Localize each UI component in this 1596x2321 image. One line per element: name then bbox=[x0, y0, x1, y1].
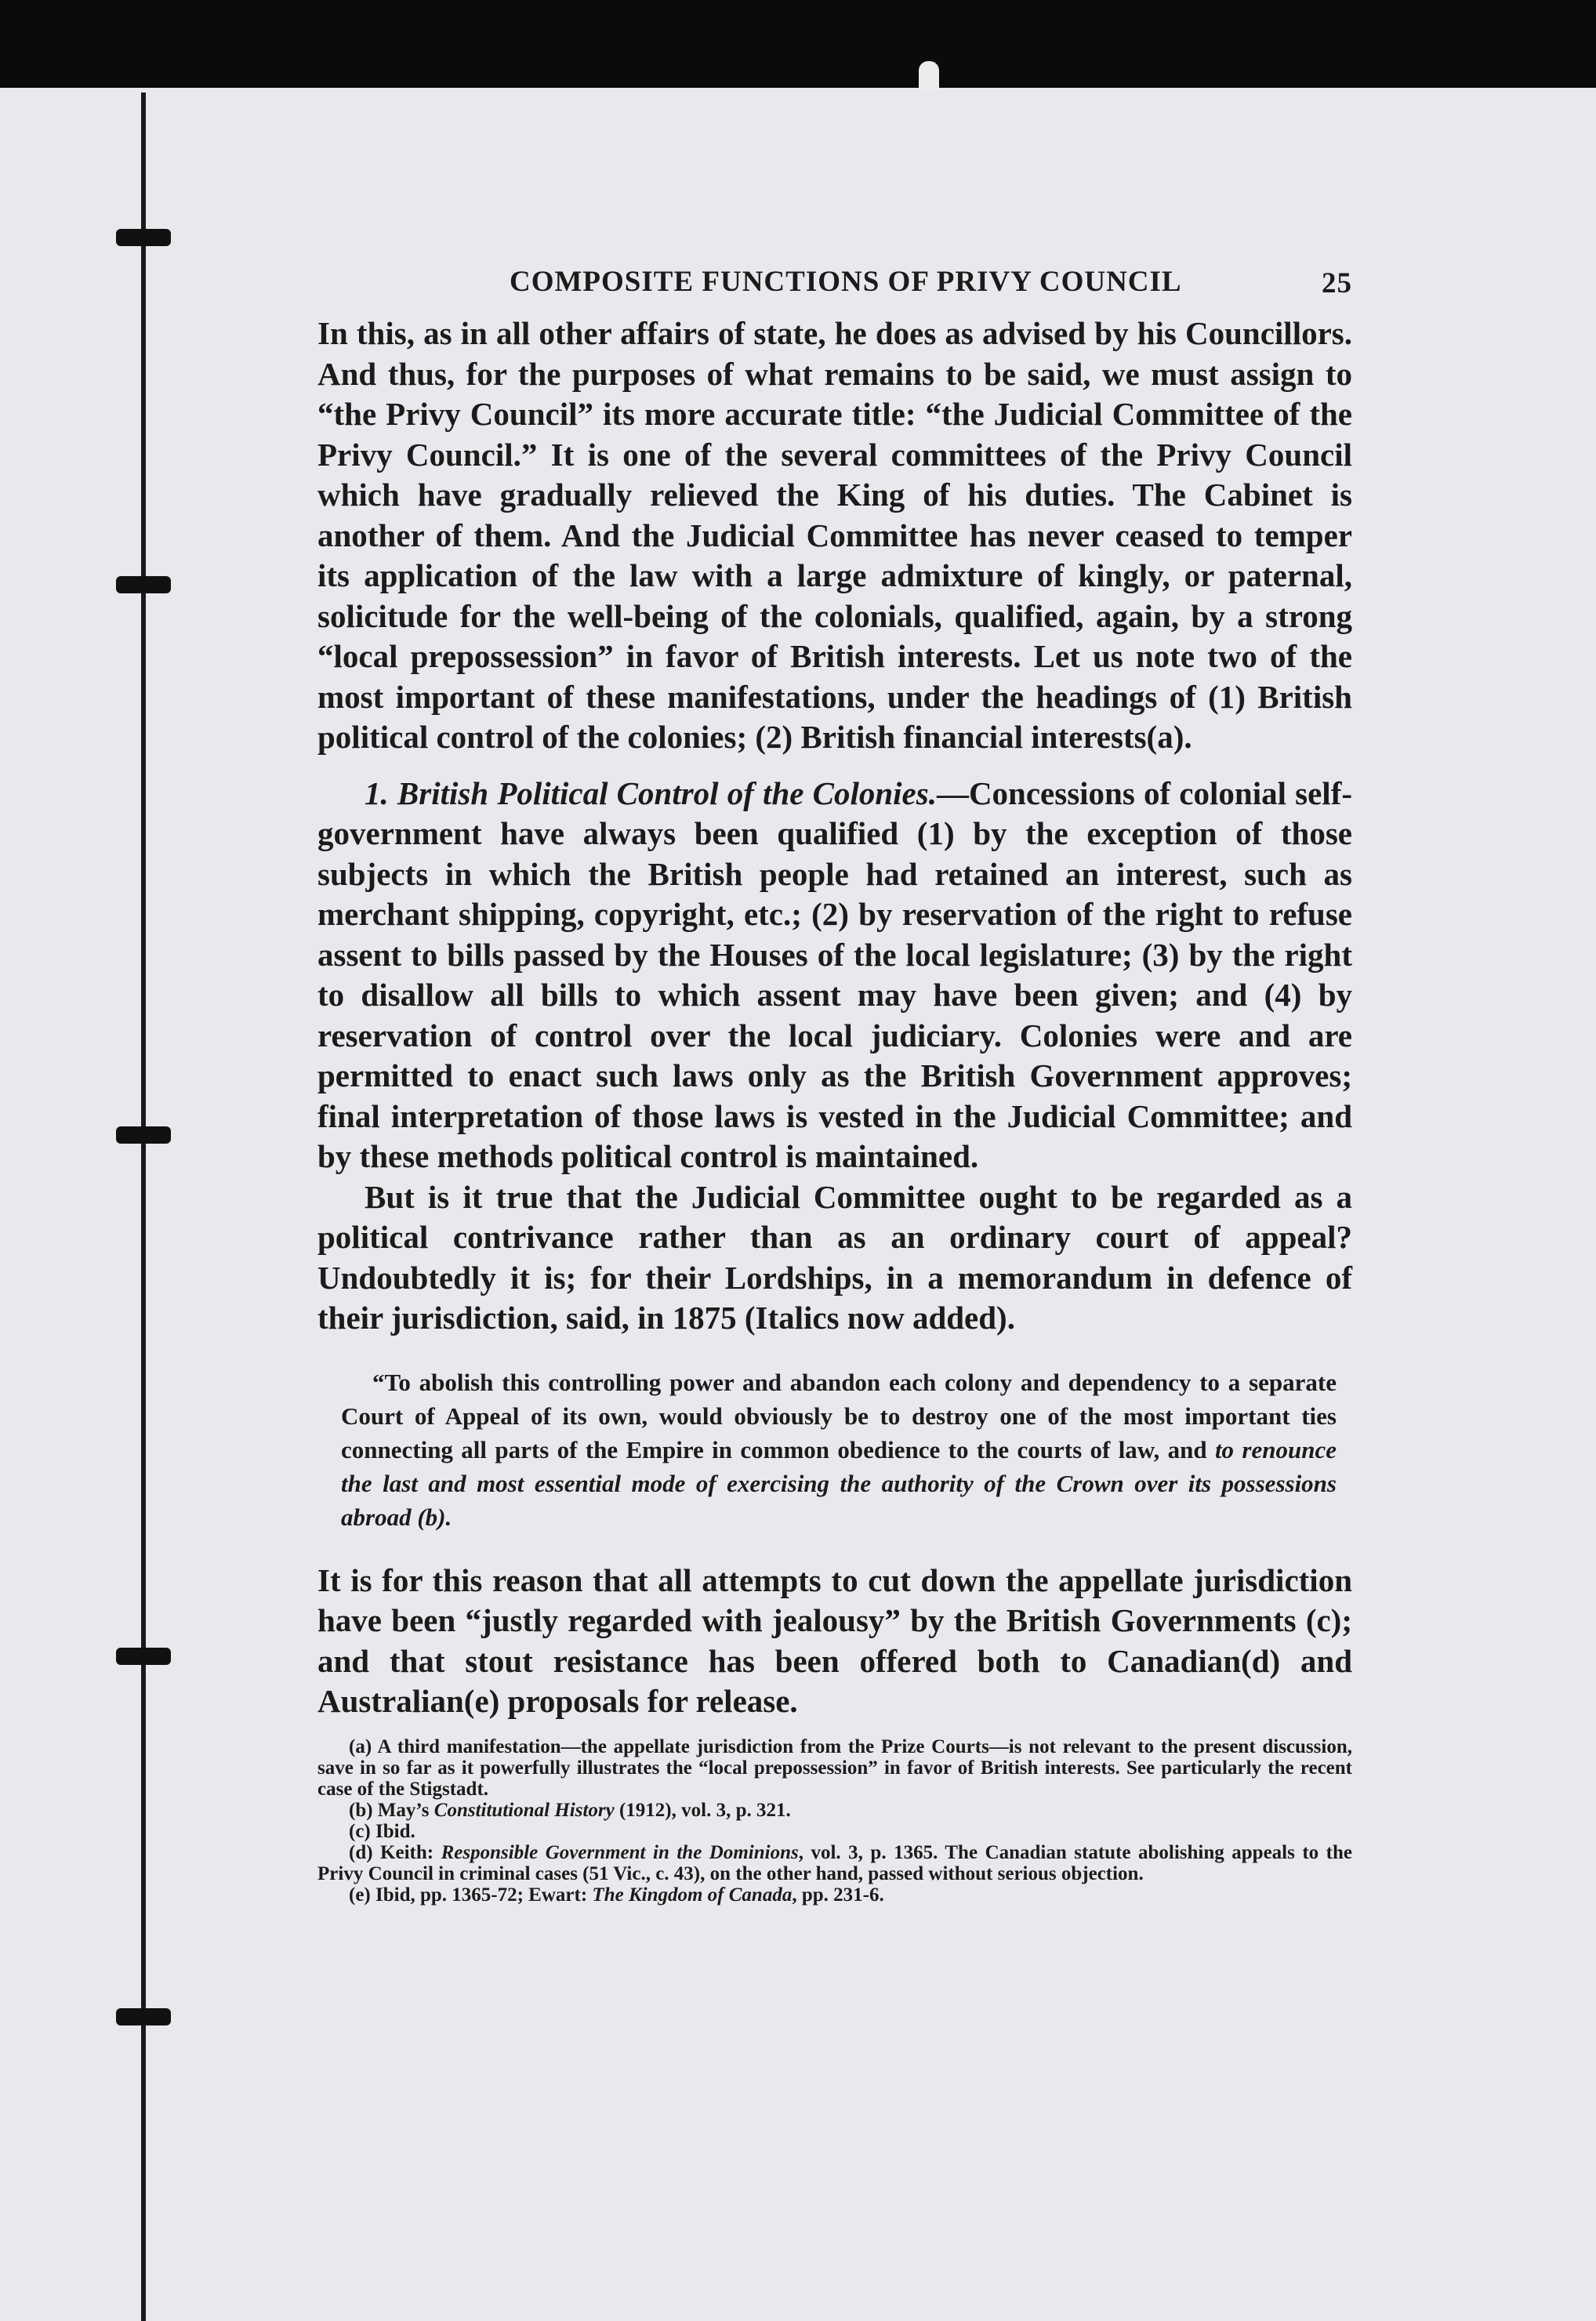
binding-stitch bbox=[116, 229, 171, 246]
footnote-d-ref: , vol. 3, p. 1365. The Canadian statute abolishing appeals to the Privy Council in criminal cases (51 Vic., c. 43), on the other hand, passed without serious objection. bbox=[317, 1841, 1352, 1884]
paragraph-4: It is for this reason that all attempts to cut down the appellate jurisdiction have been “justly regarded with jealousy” by the British Governments (c); and that stout resistance has been offered both to Canadian(d) and Australian(e) proposals for release. bbox=[317, 1561, 1352, 1719]
binding-gutter-line bbox=[141, 92, 146, 2321]
quote-italic-text: to renounce the last and most essential mode of exercising the authority of the Crown over its possessions abroad (b). bbox=[341, 1435, 1337, 1531]
paragraph-2 bbox=[317, 774, 1352, 1177]
footnote-d bbox=[317, 1842, 1352, 1884]
binding-stitch bbox=[116, 576, 171, 593]
footnote-e-title: The Kingdom of Canada bbox=[592, 1884, 793, 1906]
footnote-e bbox=[317, 1884, 1352, 1906]
footnote-e-ref: , pp. 231-6. bbox=[792, 1884, 884, 1906]
running-head bbox=[317, 259, 1352, 314]
footnote-e-text: (e) Ibid, pp. 1365-72; Ewart: bbox=[349, 1884, 593, 1906]
binding-stitch bbox=[116, 1648, 171, 1665]
quote-text: “To abolish this controlling power and abandon each colony and dependency to a separate Court of Appeal of its own, would obviously be to destroy one of the most important ties connecting all parts of the Empire in common obedience to the courts of law, and bbox=[341, 1368, 1337, 1463]
footnote-d-title: Responsible Government in the Dominions bbox=[441, 1841, 799, 1863]
paragraph-1: In this, as in all other affairs of state, he does as advised by his Councillors. And thus, for the purposes of what remains to be said, we must assign to “the Privy Council” its more accurate title: “the Judicial Committee of the Privy Council.” It is one of the several committees of the Privy Council which have gradually relieved the King of his duties. The Cabinet is another of them. And the Judicial Committee has never ceased to temper its application of the law with a large admixture of kingly, or paternal, solicitude for the well-being of the colonials, qualified, again, by a strong “local prepossession” in favor of British interests. Let us note two of the most important of these manifestations, under the headings of (1) British political control of the colonies; (2) British financial interests(a). bbox=[317, 315, 1352, 755]
paragraph-2-body: —Concessions of colonial self-government have always been qualified (1) by the exception of those subjects in which the British people had retained an interest, such as merchant shipping, copyright, etc.; (2) by reservation of the right to refuse assent to bills passed by the Houses of the local legislature; (3) by the right to disallow all bills to which assent may have been given; and (4) by reservation of control over the local judiciary. Colonies were and are permitted to enact such laws only as the British Government approves; final interpretation of those laws is vested in the Judicial Committee; and by these methods political control is maintained. bbox=[317, 774, 1352, 1174]
footnote-d-text: (d) Keith: bbox=[349, 1841, 441, 1863]
binding-stitch bbox=[116, 2008, 171, 2025]
page-content bbox=[317, 259, 1352, 1906]
section-heading: 1. British Political Control of the Colonies. bbox=[365, 774, 937, 811]
binding-stitch bbox=[116, 1126, 171, 1144]
footnote-c: (c) Ibid. bbox=[349, 1820, 415, 1842]
scan-top-mark bbox=[919, 61, 939, 92]
footnote-b bbox=[317, 1800, 1352, 1821]
block-quote bbox=[341, 1365, 1337, 1534]
paragraph-3: But is it true that the Judicial Committee ought to be regarded as a political contrivance rather than as an ordinary court of appeal? Undoubtedly it is; for their Lordships, in a memorandum in defence of their jurisdiction, said, in 1875 (Italics now added). bbox=[317, 1178, 1352, 1336]
footnote-b-text: (b) May’s bbox=[349, 1799, 434, 1821]
page-number: 25 bbox=[1322, 267, 1352, 299]
footnote-a: (a) A third manifestation—the appellate jurisdiction from the Prize Courts—is not relevant to the present discussion, save in so far as it powerfully illustrates the “local prepossession” in favor of British interests. See particularly the recent case of the Stigstadt. bbox=[317, 1735, 1352, 1800]
running-head-title: COMPOSITE FUNCTIONS OF PRIVY COUNCIL bbox=[510, 266, 1182, 298]
footnote-b-title: Constitutional History bbox=[433, 1799, 615, 1821]
footnote-b-ref: (1912), vol. 3, p. 321. bbox=[614, 1799, 791, 1821]
footnotes bbox=[317, 1736, 1352, 1906]
